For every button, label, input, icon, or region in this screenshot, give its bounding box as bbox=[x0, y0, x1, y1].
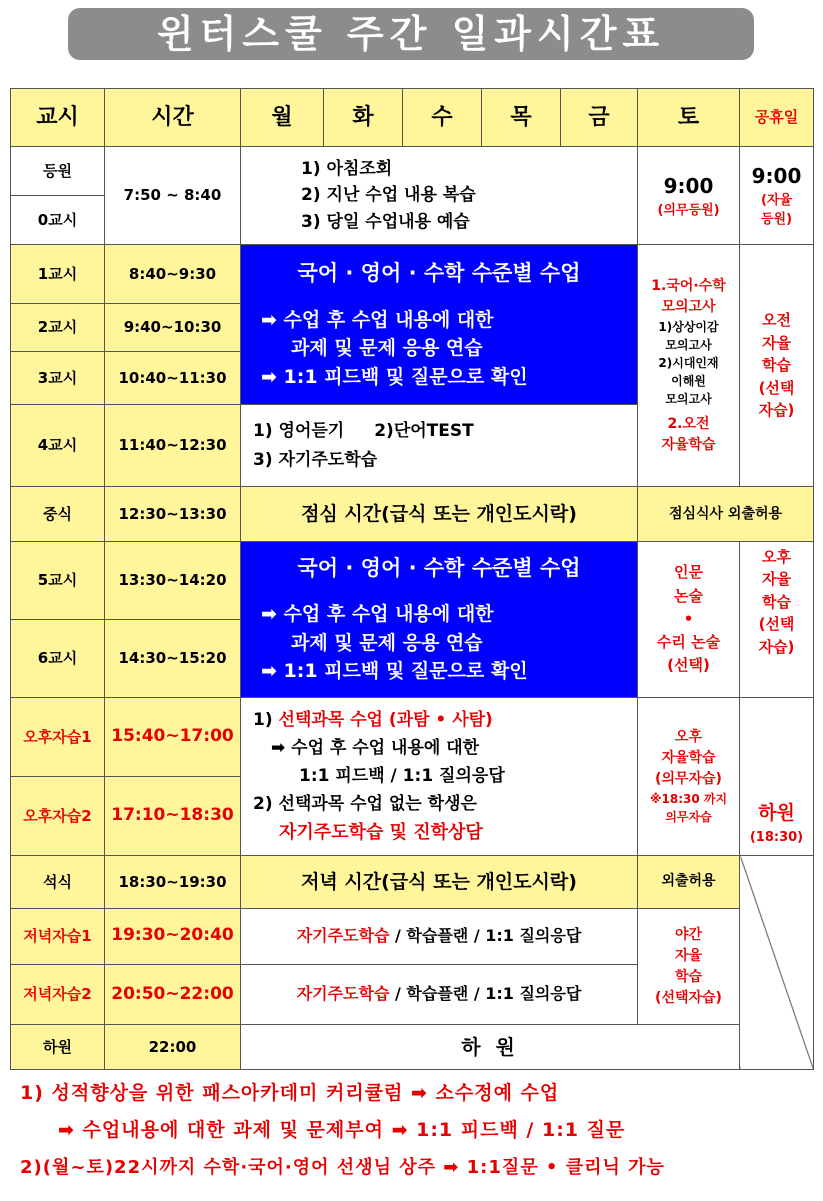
block-title: 국어 · 영어 · 수학 수준별 수업 bbox=[297, 261, 581, 286]
sat-arrival bbox=[638, 146, 740, 244]
holiday-leave-time: (18:30) bbox=[749, 829, 804, 845]
holiday-morning-text: 학습 bbox=[762, 356, 791, 375]
note-line: 1) 성적향상을 위한 패스아카데미 커리큘럼 ➡ 소수정예 수업 bbox=[20, 1082, 560, 1104]
holiday-morning-text: 오전 bbox=[762, 311, 791, 330]
time-arrival: 7:50 ~ 8:40 bbox=[105, 146, 241, 244]
time-dinner: 18:30~19:30 bbox=[105, 856, 241, 909]
arrival-item: 2) 지난 수업 내용 복습 bbox=[301, 185, 476, 206]
es1-rest: / 학습플랜 / 1:1 질의응답 bbox=[389, 926, 582, 946]
leave-content: 하 원 bbox=[241, 1025, 740, 1070]
sat-afternoon-text: (선택) bbox=[667, 656, 710, 675]
time-p2: 9:40~10:30 bbox=[105, 303, 241, 352]
period-2: 2교시 bbox=[11, 303, 105, 352]
sat-afternoon-text: 인문 bbox=[674, 563, 703, 582]
period-1: 1교시 bbox=[11, 245, 105, 304]
sat-morning-text: 2.오전 bbox=[667, 415, 710, 432]
dinner-sat: 외출허용 bbox=[638, 856, 740, 909]
study-item: 2) 선택과목 수업 없는 학생은 bbox=[253, 793, 477, 814]
holiday-leave bbox=[740, 698, 814, 856]
period-6: 6교시 bbox=[11, 619, 105, 697]
sat-study-text: 자율학습 bbox=[661, 750, 716, 767]
sat-morning-text: 모의고사 bbox=[665, 337, 712, 352]
holiday-arrival-note: 등원) bbox=[760, 212, 793, 228]
block-line: ➡ 1:1 피드백 및 질문으로 확인 bbox=[261, 660, 528, 683]
block-line: 과제 및 문제 응용 연습 bbox=[291, 631, 483, 654]
study-content bbox=[241, 698, 638, 856]
holiday-afternoon-text: (선택 bbox=[758, 615, 795, 634]
sat-morning-text: 1.국어·수학 bbox=[651, 277, 726, 294]
arrival-item: 1) 아침조회 bbox=[301, 158, 393, 179]
es1-highlight: 자기주도학습 bbox=[296, 926, 390, 946]
sat-evening-text: (선택자습) bbox=[655, 989, 722, 1006]
period-3: 3교시 bbox=[11, 352, 105, 405]
header-time: 시간 bbox=[105, 89, 241, 147]
lunch-content: 점심 시간(급식 또는 개인도시락) bbox=[241, 487, 638, 542]
block-line: ➡ 수업 후 수업 내용에 대한 bbox=[261, 603, 494, 626]
period-as2: 오후자습2 bbox=[11, 777, 105, 856]
sat-morning-text: 이해원 bbox=[671, 373, 706, 388]
study-item: 자기주도학습 및 진학상담 bbox=[279, 821, 483, 843]
sat-morning-text: 모의고사 bbox=[665, 391, 712, 406]
holiday-morning-text: 자습) bbox=[758, 401, 795, 420]
sat-study-text: 의무자습 bbox=[665, 810, 712, 825]
block-line: ➡ 수업 후 수업 내용에 대한 bbox=[261, 308, 494, 331]
time-leave: 22:00 bbox=[105, 1025, 241, 1070]
arrival-content bbox=[241, 146, 638, 244]
header-wed: 수 bbox=[403, 89, 482, 147]
period-es2: 저녁자습2 bbox=[11, 964, 105, 1025]
es1-content bbox=[241, 908, 638, 964]
period-5: 5교시 bbox=[11, 541, 105, 619]
p4-content bbox=[241, 405, 638, 487]
holiday-afternoon-text: 학습 bbox=[762, 592, 791, 611]
morning-class-block bbox=[241, 245, 638, 405]
holiday-empty-cell bbox=[740, 856, 814, 1070]
p4-item: 2)단어TEST bbox=[374, 420, 474, 441]
period-dinner: 석식 bbox=[11, 856, 105, 909]
sat-afternoon-text: 논술 bbox=[674, 586, 703, 605]
period-0: 0교시 bbox=[11, 196, 105, 245]
time-p5: 13:30~14:20 bbox=[105, 541, 241, 619]
block-line: 과제 및 문제 응용 연습 bbox=[291, 337, 483, 360]
study-item: 선택과목 수업 (과탐 • 사탐) bbox=[278, 709, 493, 730]
note-line: ➡ 수업내용에 대한 과제 및 문제부여 ➡ 1:1 피드백 / 1:1 질문 bbox=[58, 1119, 626, 1141]
time-as1: 15:40~17:00 bbox=[105, 698, 241, 777]
sat-study-text: ※18:30 까지 bbox=[649, 792, 728, 807]
time-p3: 10:40~11:30 bbox=[105, 352, 241, 405]
holiday-afternoon-text: 자율 bbox=[762, 570, 791, 589]
holiday-arrival-note: (자율 bbox=[760, 192, 793, 208]
holiday-afternoon bbox=[740, 541, 814, 697]
sat-morning-text: 1)상상이감 bbox=[658, 319, 719, 334]
period-arrival: 등원 bbox=[11, 146, 105, 196]
block-title: 국어 · 영어 · 수학 수준별 수업 bbox=[297, 555, 581, 580]
study-item: ➡ 수업 후 수업 내용에 대한 bbox=[271, 737, 480, 758]
timetable bbox=[10, 88, 814, 1070]
afternoon-class-block bbox=[241, 541, 638, 697]
lunch-sat: 점심식사 외출허용 bbox=[638, 487, 814, 542]
period-lunch: 중식 bbox=[11, 487, 105, 542]
period-4: 4교시 bbox=[11, 405, 105, 487]
sat-evening-text: 야간 bbox=[674, 926, 703, 943]
header-thu: 목 bbox=[482, 89, 561, 147]
header-period: 교시 bbox=[11, 89, 105, 147]
period-as1: 오후자습1 bbox=[11, 698, 105, 777]
sat-morning-text: 자율학습 bbox=[661, 436, 716, 453]
time-es1: 19:30~20:40 bbox=[105, 908, 241, 964]
page-title: 윈터스쿨 주간 일과시간표 bbox=[68, 8, 754, 60]
sat-evening bbox=[638, 908, 740, 1025]
time-p1: 8:40~9:30 bbox=[105, 245, 241, 304]
header-row bbox=[11, 89, 814, 147]
sat-afternoon-text: • bbox=[683, 609, 694, 628]
study-item: 1:1 피드백 / 1:1 질의응답 bbox=[299, 765, 505, 786]
sat-afternoon bbox=[638, 541, 740, 697]
sat-morning bbox=[638, 245, 740, 487]
sat-morning-text: 모의고사 bbox=[661, 298, 716, 315]
arrival-item: 3) 당일 수업내용 예습 bbox=[301, 211, 470, 232]
study-item: 1) bbox=[253, 709, 279, 730]
period-leave: 하원 bbox=[11, 1025, 105, 1070]
period-es1: 저녁자습1 bbox=[11, 908, 105, 964]
sat-arrival-note: (의무등원) bbox=[657, 202, 720, 218]
holiday-morning bbox=[740, 245, 814, 487]
sat-evening-text: 자율 bbox=[674, 947, 703, 964]
sat-afternoon-text: 수리 논술 bbox=[656, 633, 721, 652]
header-tue: 화 bbox=[324, 89, 403, 147]
header-fri: 금 bbox=[561, 89, 638, 147]
sat-study-text: 오후 bbox=[674, 729, 703, 746]
holiday-afternoon-text: 오후 bbox=[762, 547, 791, 566]
header-holiday: 공휴일 bbox=[740, 89, 814, 147]
time-lunch: 12:30~13:30 bbox=[105, 487, 241, 542]
time-p4: 11:40~12:30 bbox=[105, 405, 241, 487]
holiday-morning-text: 자율 bbox=[762, 333, 791, 352]
es2-content bbox=[241, 964, 638, 1025]
sat-evening-text: 학습 bbox=[674, 968, 703, 985]
dinner-content: 저녁 시간(급식 또는 개인도시락) bbox=[241, 856, 638, 909]
time-es2: 20:50~22:00 bbox=[105, 964, 241, 1025]
p4-item: 3) 자기주도학습 bbox=[253, 449, 378, 470]
time-p6: 14:30~15:20 bbox=[105, 619, 241, 697]
note-line: 2)(월~토)22시까지 수학·국어·영어 선생님 상주 ➡ 1:1질문 • 클리닉 가능 bbox=[20, 1157, 665, 1178]
holiday-morning-text: (선택 bbox=[758, 378, 795, 397]
block-line: ➡ 1:1 피드백 및 질문으로 확인 bbox=[261, 365, 528, 388]
es2-highlight: 자기주도학습 bbox=[296, 984, 390, 1004]
p4-item: 1) 영어듣기 bbox=[253, 420, 345, 441]
holiday-leave-text: 하원 bbox=[758, 802, 795, 825]
header-sat: 토 bbox=[638, 89, 740, 147]
holiday-arrival bbox=[740, 146, 814, 244]
footer-notes bbox=[0, 1075, 823, 1186]
sat-arrival-time: 9:00 bbox=[663, 173, 714, 198]
sat-study-text: (의무자습) bbox=[655, 771, 722, 788]
time-as2: 17:10~18:30 bbox=[105, 777, 241, 856]
holiday-afternoon-text: 자습) bbox=[758, 637, 795, 656]
es2-rest: / 학습플랜 / 1:1 질의응답 bbox=[389, 984, 582, 1004]
holiday-arrival-time: 9:00 bbox=[751, 163, 802, 188]
header-mon: 월 bbox=[241, 89, 324, 147]
sat-morning-text: 2)시대인재 bbox=[658, 355, 719, 370]
sat-study bbox=[638, 698, 740, 856]
